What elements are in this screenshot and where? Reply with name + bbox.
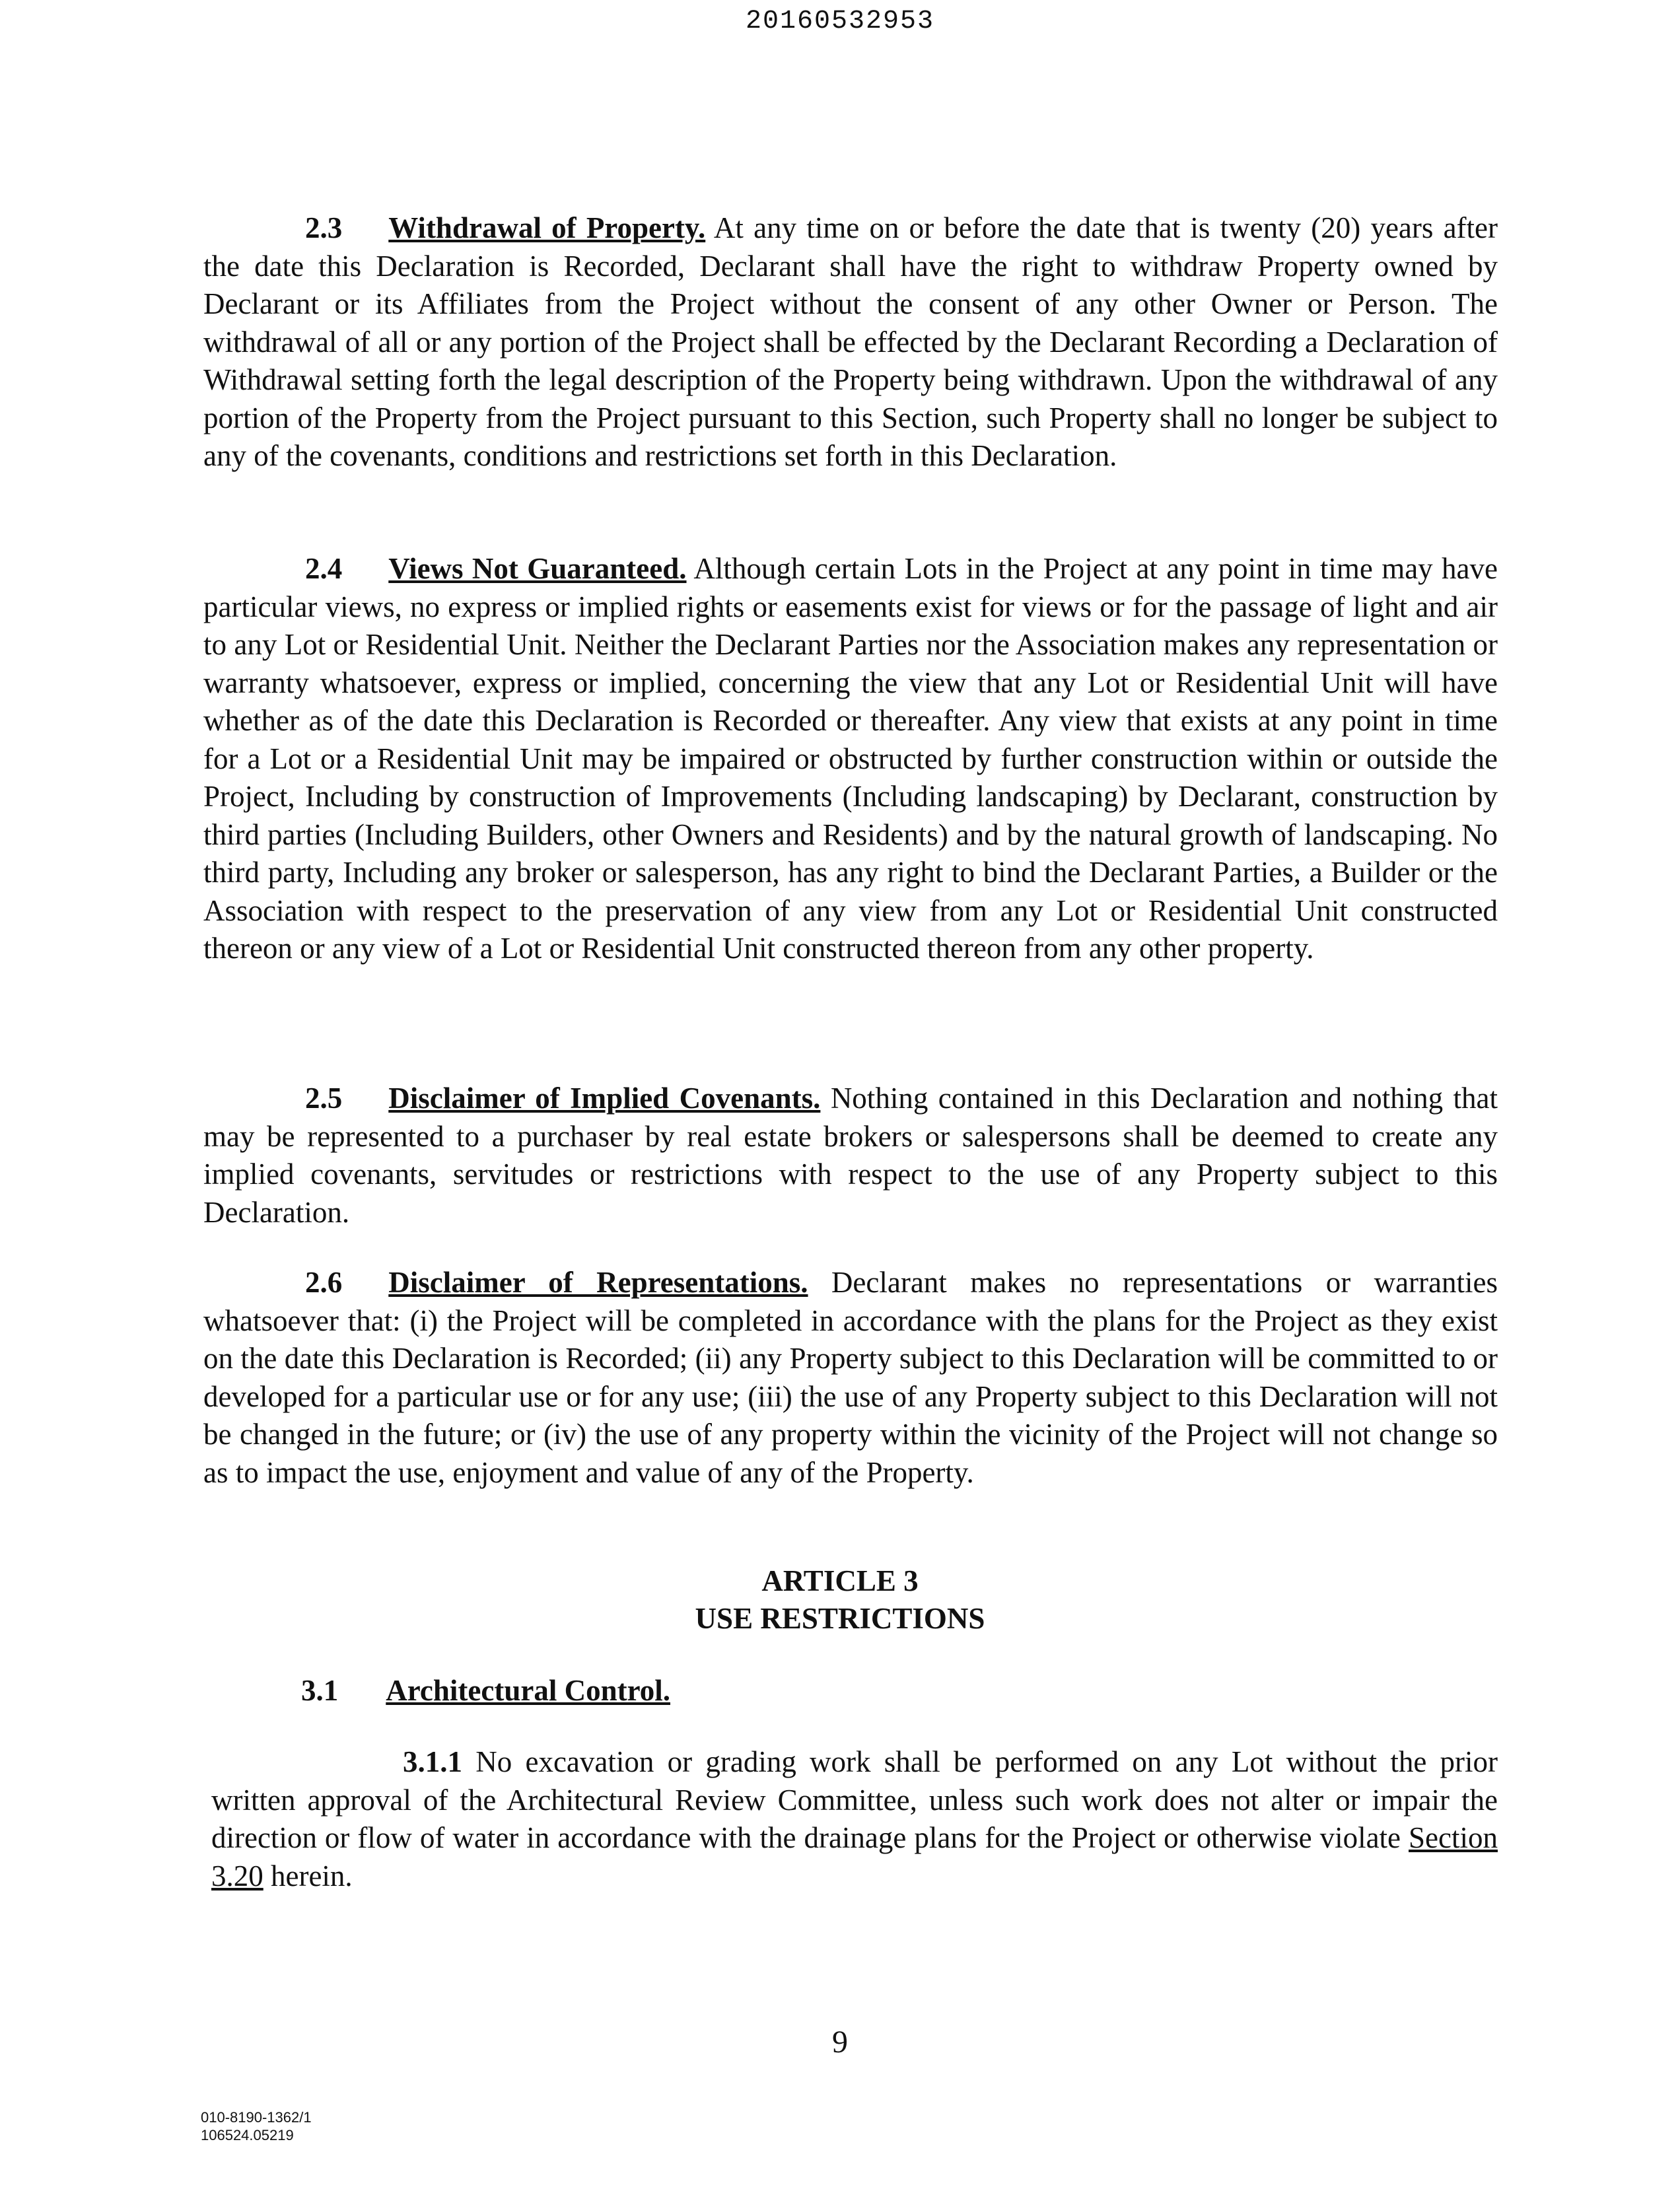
- document-code: 010-8190-1362/1: [201, 2109, 312, 2126]
- subsection-title: Architectural Control.: [386, 1674, 671, 1707]
- article-label: ARTICLE 3: [761, 1564, 919, 1597]
- section-2-3: [203, 209, 1498, 475]
- clause-number: 3.1.1: [403, 1745, 462, 1778]
- subsection-3-1-heading: [301, 1672, 670, 1710]
- article-heading: [0, 1562, 1680, 1638]
- section-text: Nothing contained in this Declaration and nothing that may be represented to a purchaser by real estate brokers or salespersons shall be deemed to create any implied covenants, servitudes or restrictions with respect to the use of any Property subject to this Declaration.: [203, 1082, 1498, 1229]
- clause-3-1-1: [211, 1743, 1498, 1895]
- page-number: 9: [832, 2025, 848, 2060]
- section-number: 2.4: [305, 552, 343, 585]
- section-title: Withdrawal of Property.: [388, 211, 706, 244]
- clause-text-end: herein.: [271, 1859, 353, 1892]
- section-2-6: [203, 1264, 1498, 1492]
- matter-code: 106524.05219: [201, 2127, 294, 2143]
- recording-number: 20160532953: [745, 7, 935, 36]
- section-number: 2.6: [305, 1266, 343, 1299]
- subsection-number: 3.1: [301, 1674, 339, 1707]
- section-2-4: [203, 550, 1498, 968]
- section-text: At any time on or before the date that is twenty (20) years after the date this Declaration is Recorded, Declarant shall have the right to withdraw Property owned by Declarant or its Affiliates from the Project without the consent of any other Owner or Person. The withdrawal of all or any portion of the Project shall be effected by the Declarant Recording a Declaration of Withdrawal setting forth the legal description of the Property being withdrawn. Upon the withdrawal of any portion of the Property from the Project pursuant to this Section, such Property shall no longer be subject to any of the covenants, conditions and restrictions set forth in this Declaration.: [203, 211, 1498, 472]
- article-title: USE RESTRICTIONS: [695, 1602, 985, 1635]
- section-text: Although certain Lots in the Project at any point in time may have particular views, no express or implied rights or easements exist for views or for the passage of light and air to any Lot or Residential Unit. Neither the Declarant Parties nor the Association makes any representation or warranty whatsoever, express or implied, concerning the view that any Lot or Residential Unit will have whether as of the date this Declaration is Recorded or thereafter. Any view that exists at any point in time for a Lot or a Residential Unit may be impaired or obstructed by further construction within or outside the Project, Including by construction of Improvements (Including landscaping) by Declarant, construction by third parties (Including Builders, other Owners and Residents) and by the natural growth of landscaping. No third party, Including any broker or salesperson, has any right to bind the Declarant Parties, a Builder or the Association with respect to the preservation of any view from any Lot or Residential Unit constructed thereon or any view of a Lot or Residential Unit constructed thereon from any other property.: [203, 552, 1498, 965]
- section-number: 2.3: [305, 211, 343, 244]
- section-title: Disclaimer of Representations.: [388, 1266, 808, 1299]
- section-number: 2.5: [305, 1082, 343, 1115]
- section-2-5: [203, 1080, 1498, 1232]
- section-reference: Section 3.20: [211, 1821, 1498, 1892]
- section-title: Disclaimer of Implied Covenants.: [388, 1082, 821, 1115]
- clause-text: No excavation or grading work shall be performed on any Lot without the prior written approval of the Architectural Review Committee, unless such work does not alter or impair the direction or flow of water in accordance with the drainage plans for the Project or otherwise violate: [211, 1745, 1498, 1854]
- document-codes: [201, 2108, 312, 2144]
- section-title: Views Not Guaranteed.: [388, 552, 687, 585]
- section-text: Declarant makes no representations or warranties whatsoever that: (i) the Project will be completed in accordance with the plans for the Project as they exist on the date this Declaration is Recorded; (ii) any Property subject to this Declaration will be committed to or developed for a particular use or for any use; (iii) the use of any Property subject to this Declaration will not be changed in the future; or (iv) the use of any property within the vicinity of the Project will not change so as to impact the use, enjoyment and value of any of the Property.: [203, 1266, 1498, 1489]
